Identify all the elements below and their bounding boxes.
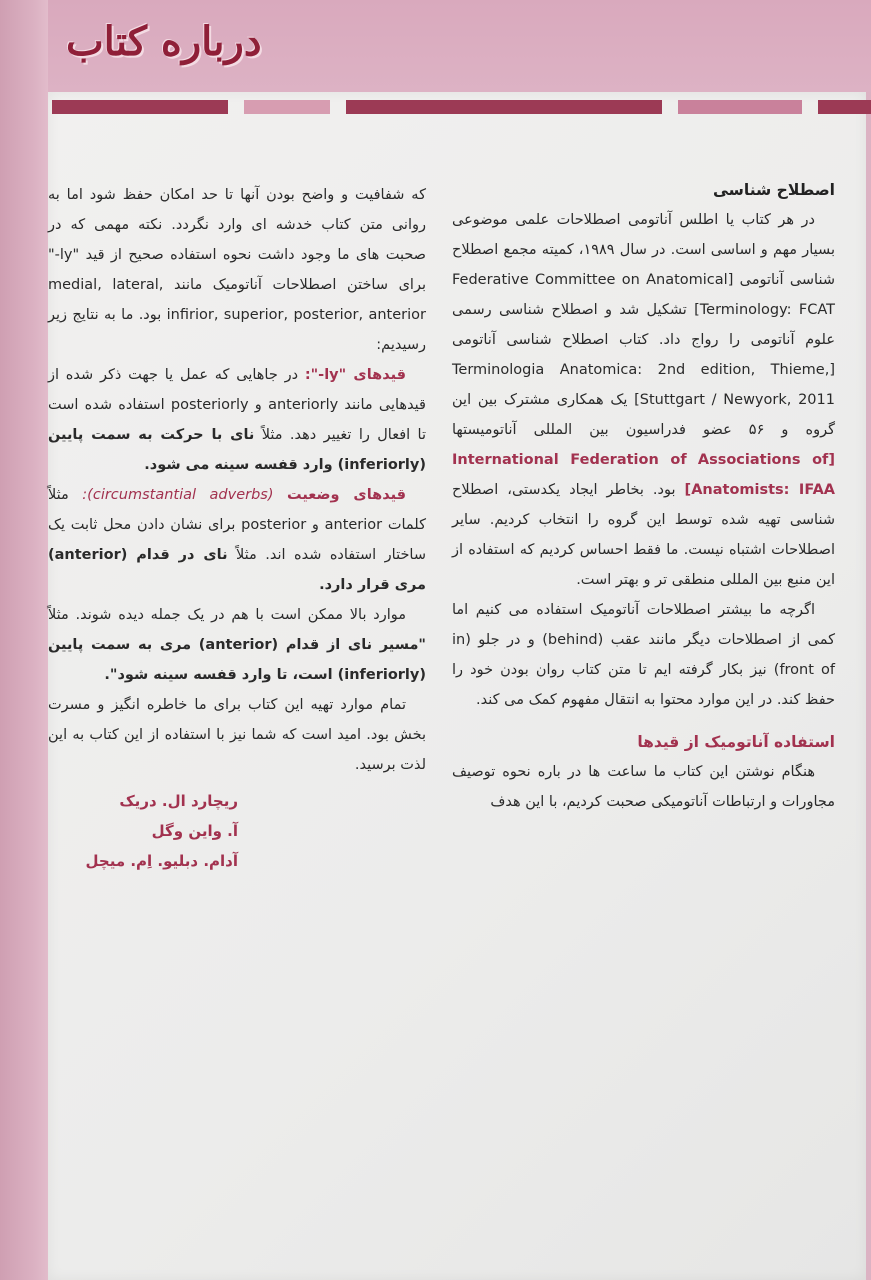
example-text: نای در قدام (anterior) مری قرار دارد.: [48, 547, 426, 593]
example-text: نای با حرکت به سمت پایین (inferiorly) وارد قفسه سینه می شود.: [48, 427, 426, 473]
decorative-bar: [244, 100, 330, 114]
ly-adverbs-label: قیدهای "ly-":: [304, 367, 406, 383]
circumstantial-english: (circumstantial adverbs):: [82, 487, 274, 503]
decorative-bar: [346, 100, 662, 114]
left-column: [48, 180, 426, 876]
author-signatures: [48, 786, 426, 876]
section-heading-adverbs: استفاده آناتومیک از قیدها: [637, 733, 835, 751]
author-name: ریچارد ال. دریک: [119, 792, 238, 810]
decorative-bar: [678, 100, 802, 114]
ifaa-highlight: Associations of Anatomists: IFAA]: [684, 452, 836, 498]
circumstantial-label: قیدهای وضعیت: [287, 487, 407, 503]
author-name: آ. واین وگل: [151, 822, 238, 840]
page-title: درباره کتاب: [66, 18, 262, 65]
paragraph-circumstantial: [48, 480, 426, 600]
paragraph-intro: که شفافیت و واضح بودن آنها تا حد امکان حفظ شود اما به روانی متن کتاب خدشه ای وارد نگردد. نکته مهمی که در صحبت های ما وجود داشت نحوه استفاده صحیح از قید "ly-" برای ساختن اصطلاحات آناتومیک مانند medial, lateral, infirior, superior, posterior, anterior بود. ما به نتایج زیر رسیدیم:: [48, 187, 426, 353]
ifaa-highlight: [International Federation of: [452, 452, 835, 468]
paragraph-text: در هر کتاب یا اطلس آناتومی اصطلاحات علمی موضوعی بسیار مهم و اساسی است. در سال ۱۹۸۹، کمیته مجمع اصطلاح شناسی آناتومی [Federative Committee on Anatomical Terminology: FCAT] تشکیل شد و اصطلاح شناسی رسمی علوم آناتومی را رواج داد. کتاب اصطلاح شناسی آناتومی [Terminologia Anatomica: 2nd edition, Thieme, Stuttgart / Newyork, 2011] یک همکاری مشترک بین این گروه و ۵۶ عضو فدراسیون بین المللی آناتومیستها: [452, 212, 835, 438]
page-left-margin: [0, 0, 48, 1280]
example-text: "مسیر نای از قدام (anterior) مری به سمت پایین (inferiorly) است، تا وارد قفسه سینه شود".: [48, 637, 426, 683]
section-heading-terminology: اصطلاح شناسی: [712, 181, 835, 199]
paragraph-text: مثلاً کلمات anterior و posterior برای نشان دادن محل ثابت یک ساختار استفاده شده اند. مثلاً: [48, 487, 427, 563]
paragraph-text: موارد بالا ممکن است با هم در یک جمله دیده شوند. مثلاً: [48, 607, 406, 623]
right-column: [452, 175, 835, 817]
paragraph-ly-adverbs: [48, 360, 426, 480]
paragraph-combined: [48, 600, 426, 690]
decorative-bar: [52, 100, 228, 114]
paragraph-text: بود. بخاطر ایجاد یکدستی، اصطلاح شناسی تهیه شده توسط این گروه را انتخاب کردیم. سایر اصطلاحات اشتباه نیست. ما فقط احساس کردیم که استفاده از این منبع بین المللی منطقی تر و بهتر است.: [452, 482, 835, 588]
author-name: آدام. دبلیو. اِم. میچل: [85, 852, 238, 870]
paragraph-closing: تمام موارد تهیه این کتاب برای ما خاطره انگیز و مسرت بخش بود. امید است که شما نیز با استفاده از این کتاب به این لذت برسید.: [48, 697, 426, 773]
paragraph-other-terms: اگرچه ما بیشتر اصطلاحات آناتومیک استفاده می کنیم اما کمی از اصطلاحات دیگر مانند عقب (behind) و در جلو (in front of) نیز بکار گرفته ایم تا متن کتاب روان بودن خود را حفظ کند. در این موارد محتوا به انتقال مفهوم کمک می کند.: [452, 602, 835, 708]
paragraph-text: در جاهایی که عمل یا جهت ذکر شده از قیدهایی مانند anteriorly و posteriorly استفاده شده است تا افعال را تغییر دهد. مثلاً: [48, 367, 427, 443]
decorative-bar: [818, 100, 871, 114]
paragraph-terminology: [452, 205, 835, 595]
paragraph-adverbs-intro: هنگام نوشتن این کتاب ما ساعت ها در باره نحوه توصیف مجاورات و ارتباطات آناتومیکی صحبت کردیم، با این هدف: [452, 764, 835, 810]
